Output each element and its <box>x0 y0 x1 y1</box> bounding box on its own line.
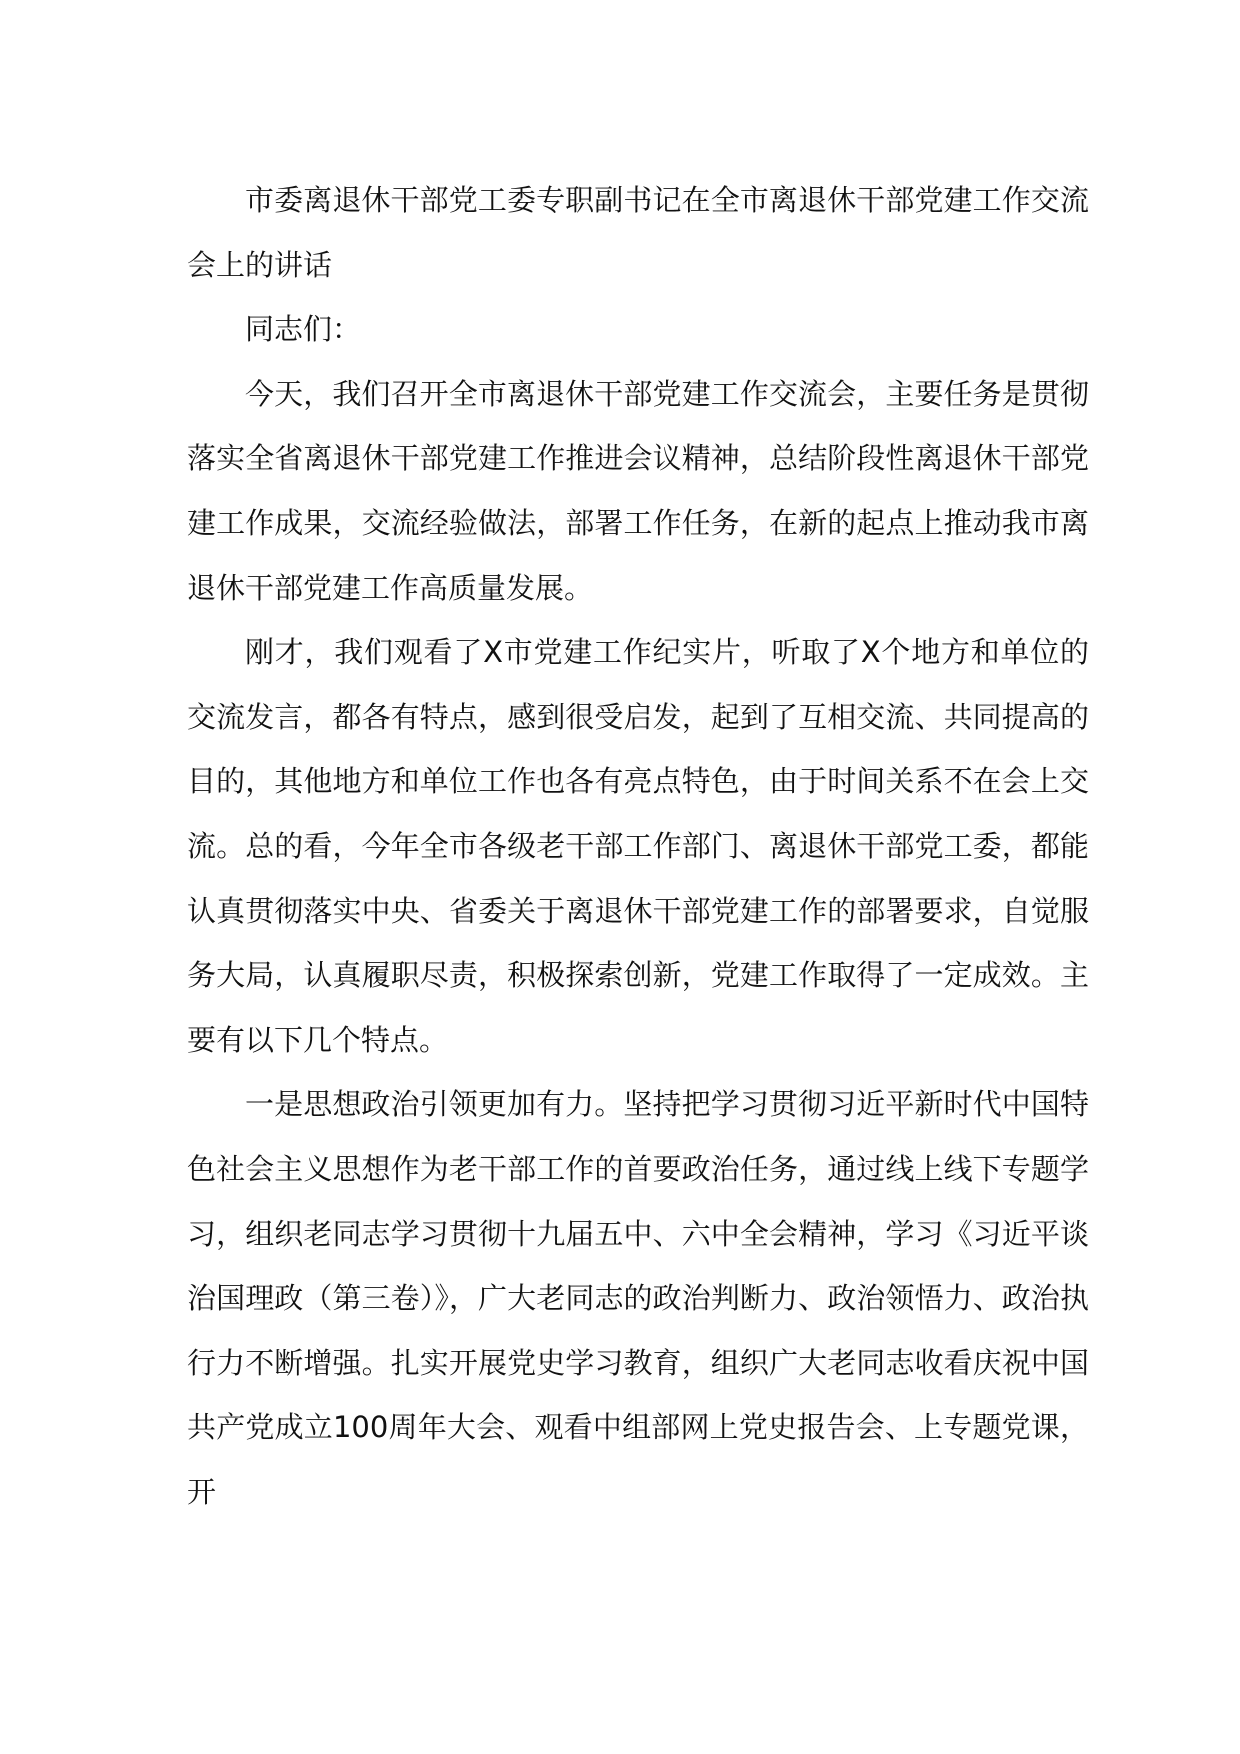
salutation: 同志们： <box>245 312 362 347</box>
document-body <box>187 168 1089 1524</box>
document-title: 市委离退休干部党工委专职副书记在全市离退休干部党建工作交流会上的讲话 <box>187 183 1089 282</box>
paragraph-2: 刚才，我们观看了X市党建工作纪实片，听取了X个地方和单位的交流发言，都各有特点，感到很受启发，起到了互相交流、共同提高的目的，其他地方和单位工作也各有亮点特色，由于时间关系不在会上交流。总的看，今年全市各级老干部工作部门、离退休干部党工委，都能认真贯彻落实中央、省委关于离退休干部党建工作的部署要求，自觉服务大局，认真履职尽责，积极探索创新，党建工作取得了一定成效。主要有以下几个特点。 <box>187 635 1089 1057</box>
paragraph-3: 一是思想政治引领更加有力。坚持把学习贯彻习近平新时代中国特色社会主义思想作为老干部工作的首要政治任务，通过线上线下专题学习，组织老同志学习贯彻十九届五中、六中全会精神，学习《习近平谈治国理政（第三卷）》，广大老同志的政治判断力、政治领悟力、政治执行力不断增强。扎实开展党史学习教育，组织广大老同志收看庆祝中国共产党成立100周年大会、观看中组部网上党史报告会、上专题党课，开 <box>187 1087 1089 1509</box>
paragraph-1: 今天，我们召开全市离退休干部党建工作交流会，主要任务是贯彻落实全省离退休干部党建工作推进会议精神，总结阶段性离退休干部党建工作成果，交流经验做法，部署工作任务，在新的起点上推动我市离退休干部党建工作高质量发展。 <box>187 376 1089 605</box>
